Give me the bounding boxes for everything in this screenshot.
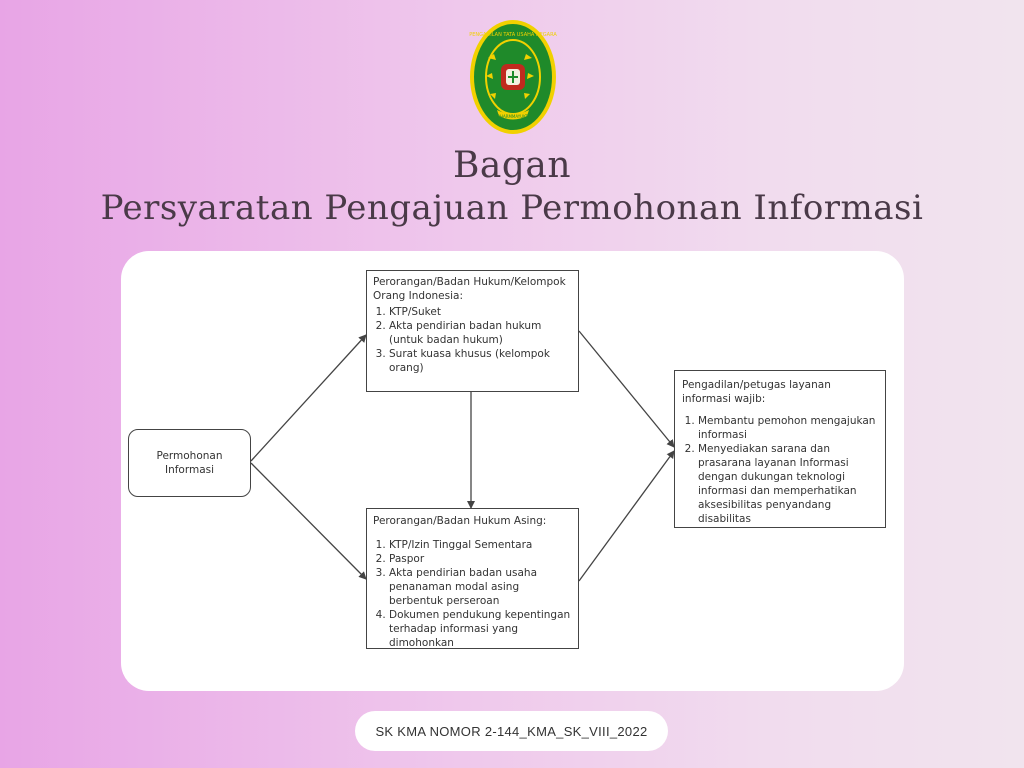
list-item: 2. Menyediakan sarana dan prasarana layanan Informasi dengan dukungan teknologi informasi dan memperhatikan aksesibilitas penyandang disabilitas [698, 442, 878, 526]
node-asing-heading: Perorangan/Badan Hukum Asing: [373, 515, 547, 527]
list-item: 2. Paspor [389, 552, 572, 566]
list-item: 1. Membantu pemohon mengajukan informasi [698, 414, 878, 442]
node-indonesia-heading: Perorangan/Badan Hukum/Kelompok Orang Indonesia: [373, 276, 566, 302]
arrow-start-to-asing [251, 463, 366, 579]
node-pengadilan-wajib [674, 370, 886, 528]
node-outcome-list [682, 414, 878, 526]
footer-reference-badge [355, 711, 668, 751]
arrow-asing-to-outcome [579, 451, 674, 581]
list-item: 3. Surat kuasa khusus (kelompok orang) [389, 347, 572, 375]
node-perorangan-indonesia [366, 270, 579, 392]
node-permohonan-informasi [128, 429, 251, 497]
list-item: 1. KTP/Izin Tinggal Sementara [389, 538, 572, 552]
node-start-label: Permohonan Informasi [156, 450, 223, 476]
arrow-indonesia-to-outcome [579, 331, 674, 447]
footer-reference-text: SK KMA NOMOR 2-144_KMA_SK_VIII_2022 [375, 723, 648, 739]
diagram-card [121, 251, 904, 691]
node-indonesia-list [373, 305, 572, 375]
logo-ribbon-text: DHARMMAYUKTI [496, 114, 530, 119]
list-item: 1. KTP/Suket [389, 305, 572, 319]
list-item: 3. Akta pendirian badan usaha penanaman modal asing berbentuk perseroan [389, 566, 572, 608]
list-item: 4. Dokumen pendukung kepentingan terhadap informasi yang dimohonkan [389, 608, 572, 650]
node-outcome-heading: Pengadilan/petugas layanan informasi wajib: [682, 379, 831, 405]
court-emblem-logo [468, 18, 558, 136]
node-asing-list [373, 538, 572, 650]
page-title-line1: Bagan [452, 145, 572, 186]
node-perorangan-asing [366, 508, 579, 649]
list-item: 2. Akta pendirian badan hukum (untuk badan hukum) [389, 319, 572, 347]
logo-ring-text: PENGADILAN TATA USAHA NEGARA [469, 32, 557, 38]
arrow-start-to-indonesia [251, 335, 366, 461]
page-title-line2: Persyaratan Pengajuan Permohonan Informasi [100, 188, 924, 228]
